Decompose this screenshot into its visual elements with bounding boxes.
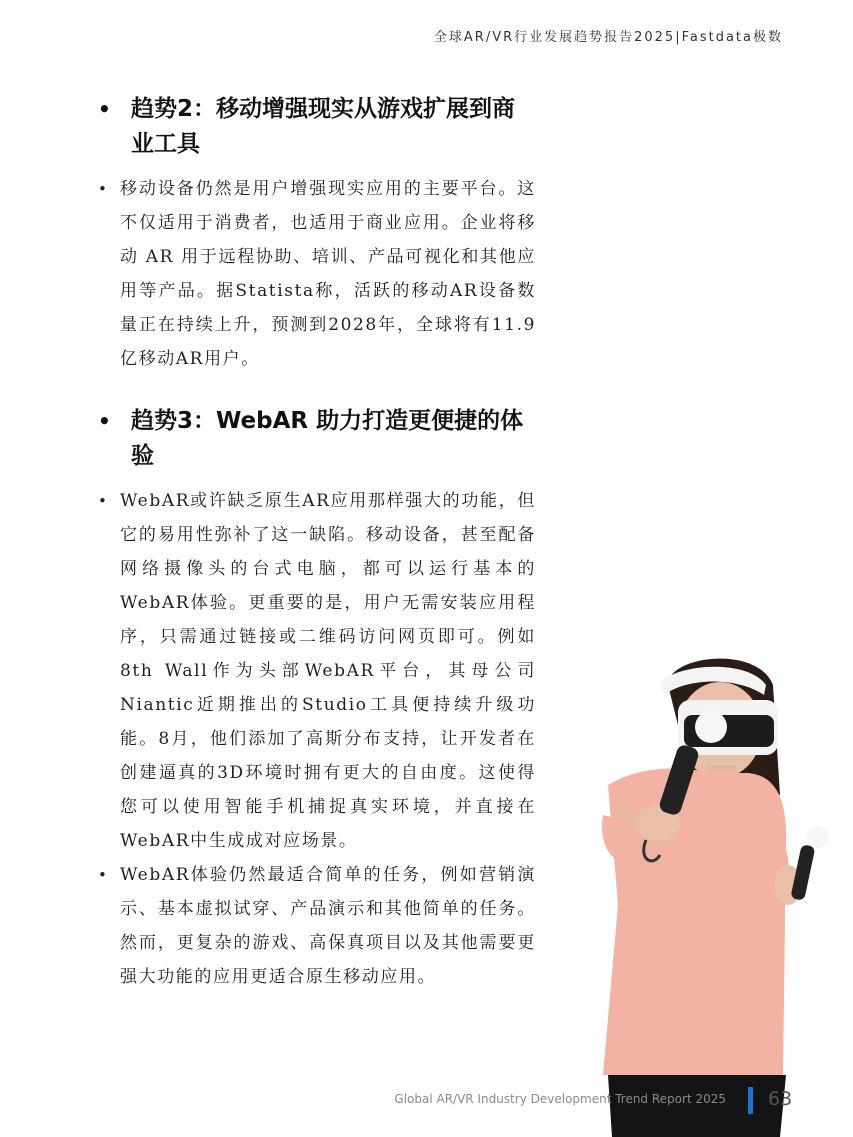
bullet-icon: • [98, 97, 111, 121]
trend-3-paragraph-1-text: WebAR或许缺乏原生AR应用那样强大的功能，但它的易用性弥补了这一缺陷。移动设备，甚至配备网络摄像头的台式电脑，都可以运行基本的WebAR体验。更重要的是，用户无需安装应用程序，只需通过链接或二维码访问网页即可。例如8th Wall作为头部WebAR平台，其母公司Niantic近期推出的Studio工具便持续升级功能。8月，他们添加了高斯分布支持，让开发者在创建逼真的3D环境时拥有更大的自由度。这使得您可以使用智能手机捕捉真实环境，并直接在WebAR中生成成对应场景。 [120, 491, 536, 851]
trend-2-section [96, 92, 536, 376]
bullet-icon: • [98, 492, 109, 510]
trend-2-paragraph [96, 172, 536, 376]
bullet-icon: • [98, 866, 109, 884]
trend-2-heading-text: 趋势2：移动增强现实从游戏扩展到商业工具 [131, 96, 516, 157]
page-number: 63 [768, 1088, 793, 1110]
trend-3-section [96, 404, 536, 994]
trend-2-paragraph-text: 移动设备仍然是用户增强现实应用的主要平台。这不仅适用于消费者，也适用于商业应用。企业将移动 AR 用于远程协助、培训、产品可视化和其他应用等产品。据Statista称，活跃的移动AR设备数量正在持续上升，预测到2028年，全球将有11.9亿移动AR用户。 [120, 179, 536, 369]
trend-3-heading [96, 404, 536, 474]
trend-3-heading-text: 趋势3：WebAR 助力打造更便捷的体验 [131, 408, 524, 469]
report-header-title: 全球AR/VR行业发展趋势报告2025|Fastdata极数 [433, 30, 783, 45]
bullet-icon: • [98, 409, 111, 433]
trend-3-paragraph-2-text: WebAR体验仍然最适合简单的任务，例如营销演示、基本虚拟试穿、产品演示和其他简单的任务。然而，更复杂的游戏、高保真项目以及其他需要更强大功能的应用更适合原生移动应用。 [120, 865, 536, 987]
trend-3-paragraph-2 [96, 858, 536, 994]
vr-user-photo [598, 645, 833, 1137]
trend-2-heading [96, 92, 536, 162]
bullet-icon: • [98, 180, 109, 198]
trend-3-paragraph-1 [96, 484, 536, 858]
footer-accent-bar [748, 1087, 753, 1114]
footer-report-name: Global AR/VR Industry Development Trend Report 2025 [394, 1092, 726, 1106]
